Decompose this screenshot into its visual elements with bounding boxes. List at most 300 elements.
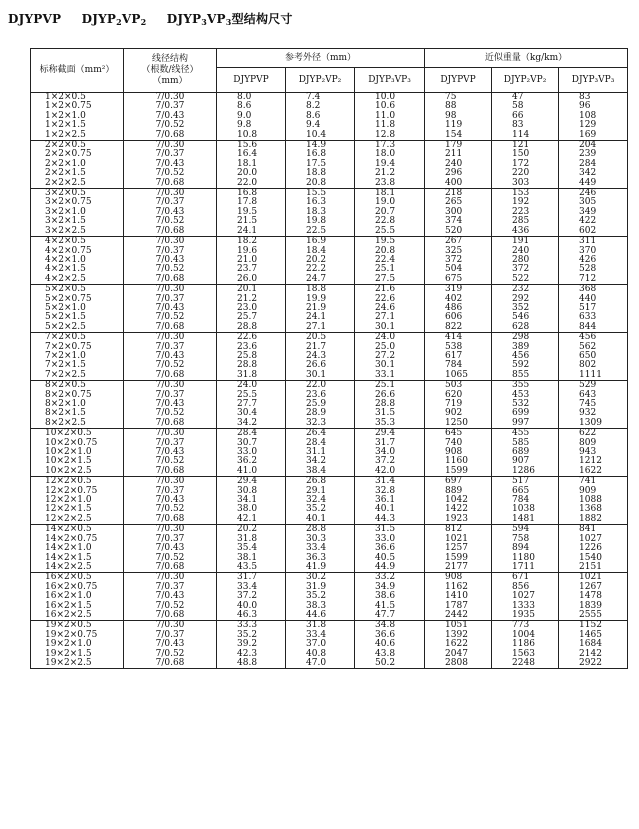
od-djyp3vp3-cell: 25.1 (355, 265, 425, 274)
wt-djyp3vp3-cell: 650 (559, 352, 628, 361)
conductor-cell: 7/0.37 (124, 487, 217, 496)
table-row (31, 448, 628, 457)
wt-djyp2vp2-cell: 352 (492, 304, 559, 313)
table-row (31, 352, 628, 361)
conductor-cell: 7/0.68 (124, 467, 217, 477)
od-djyp2vp2-cell: 27.1 (286, 323, 355, 333)
wt-djypvp-cell: 538 (425, 343, 492, 352)
wt-djyp3vp3-cell: 741 (559, 477, 628, 487)
wt-djyp3vp3-cell: 426 (559, 256, 628, 265)
wt-djyp2vp2-cell: 389 (492, 343, 559, 352)
od-djyp3vp3-cell: 20.8 (355, 247, 425, 256)
conductor-cell: 7/0.52 (124, 505, 217, 514)
conductor-cell: 7/0.52 (124, 121, 217, 130)
od-djyp3vp3-cell: 38.6 (355, 592, 425, 601)
wt-djypvp-cell: 908 (425, 573, 492, 583)
spec-cell: 2×2×0.5 (31, 141, 124, 151)
od-djyp3vp3-cell: 29.4 (355, 429, 425, 439)
wt-djyp3vp3-cell: 2151 (559, 563, 628, 573)
wt-djyp3vp3-cell: 809 (559, 439, 628, 448)
od-djyp2vp2-cell: 40.1 (286, 515, 355, 525)
wt-djyp3vp3-cell: 370 (559, 247, 628, 256)
wt-djyp3vp3-cell: 562 (559, 343, 628, 352)
table-row (31, 419, 628, 429)
wt-djypvp-cell: 784 (425, 361, 492, 370)
od-djyp3vp3-cell: 19.0 (355, 198, 425, 207)
od-djyp3vp3-cell: 17.3 (355, 141, 425, 151)
wt-djypvp-cell: 1051 (425, 621, 492, 631)
wt-djyp3vp3-cell: 1540 (559, 554, 628, 563)
wt-djypvp-cell: 1257 (425, 544, 492, 553)
od-djypvp-cell: 18.1 (217, 160, 286, 169)
od-djyp2vp2-cell: 38.3 (286, 602, 355, 611)
wt-djypvp-cell: 267 (425, 237, 492, 247)
table-row (31, 208, 628, 217)
wt-djyp2vp2-cell: 1711 (492, 563, 559, 573)
wt-djypvp-cell: 520 (425, 227, 492, 237)
wt-djypvp-cell: 240 (425, 160, 492, 169)
wt-djyp2vp2-cell: 192 (492, 198, 559, 207)
table-row (31, 343, 628, 352)
wt-djyp3vp3-cell: 440 (559, 295, 628, 304)
od-djypvp-cell: 8.0 (217, 93, 286, 103)
spec-cell: 12×2×0.75 (31, 487, 124, 496)
wt-djyp2vp2-cell: 47 (492, 93, 559, 103)
spec-cell: 10×2×2.5 (31, 467, 124, 477)
table-row (31, 457, 628, 466)
od-djyp3vp3-cell: 10.0 (355, 93, 425, 103)
od-djyp3vp3-cell: 27.2 (355, 352, 425, 361)
wt-djypvp-cell: 719 (425, 400, 492, 409)
wt-djyp3vp3-cell: 1684 (559, 640, 628, 649)
conductor-cell: 7/0.43 (124, 208, 217, 217)
od-djyp2vp2-cell: 30.2 (286, 573, 355, 583)
spec-cell: 14×2×1.0 (31, 544, 124, 553)
od-djyp2vp2-cell: 20.5 (286, 333, 355, 343)
od-djyp2vp2-cell: 24.1 (286, 313, 355, 322)
od-djyp3vp3-cell: 24.6 (355, 304, 425, 313)
conductor-cell: 7/0.37 (124, 583, 217, 592)
table-row (31, 496, 628, 505)
wt-djypvp-cell: 88 (425, 102, 492, 111)
table-row (31, 256, 628, 265)
conductor-cell: 7/0.68 (124, 227, 217, 237)
od-djypvp-cell: 25.8 (217, 352, 286, 361)
wt-djyp2vp2-cell: 585 (492, 439, 559, 448)
wt-djypvp-cell: 902 (425, 409, 492, 418)
table-row (31, 361, 628, 370)
table-row (31, 121, 628, 130)
wt-djyp2vp2-cell: 689 (492, 448, 559, 457)
od-djyp2vp2-cell: 38.4 (286, 467, 355, 477)
spec-cell: 1×2×1.5 (31, 121, 124, 130)
od-djyp2vp2-cell: 19.9 (286, 295, 355, 304)
conductor-cell: 7/0.52 (124, 265, 217, 274)
wt-djyp3vp3-cell: 1152 (559, 621, 628, 631)
wt-djypvp-cell: 606 (425, 313, 492, 322)
conductor-cell: 7/0.30 (124, 381, 217, 391)
od-djyp2vp2-cell: 35.2 (286, 592, 355, 601)
table-row (31, 102, 628, 111)
wt-djyp2vp2-cell: 855 (492, 371, 559, 381)
od-djypvp-cell: 20.2 (217, 525, 286, 535)
table-row (31, 217, 628, 226)
table-row (31, 515, 628, 525)
od-djyp2vp2-cell: 40.8 (286, 650, 355, 659)
od-djyp3vp3-cell: 40.5 (355, 554, 425, 563)
table-row (31, 112, 628, 121)
od-djyp2vp2-cell: 32.4 (286, 496, 355, 505)
wt-djyp3vp3-cell: 2922 (559, 659, 628, 669)
wt-djyp2vp2-cell: 280 (492, 256, 559, 265)
wt-djyp2vp2-cell: 1186 (492, 640, 559, 649)
wt-djyp3vp3-cell: 456 (559, 333, 628, 343)
wt-djyp3vp3-cell: 1309 (559, 419, 628, 429)
conductor-cell: 7/0.37 (124, 102, 217, 111)
table-row (31, 650, 628, 659)
od-djyp2vp2-cell: 23.6 (286, 391, 355, 400)
od-djypvp-cell: 33.0 (217, 448, 286, 457)
od-djyp3vp3-cell: 34.8 (355, 621, 425, 631)
spec-cell: 3×2×1.5 (31, 217, 124, 226)
conductor-cell: 7/0.68 (124, 563, 217, 573)
od-djyp3vp3-cell: 12.8 (355, 131, 425, 141)
od-djyp2vp2-cell: 21.9 (286, 304, 355, 313)
od-djyp3vp3-cell: 34.0 (355, 448, 425, 457)
conductor-cell: 7/0.68 (124, 419, 217, 429)
od-djyp3vp3-cell: 22.8 (355, 217, 425, 226)
od-djypvp-cell: 23.0 (217, 304, 286, 313)
od-djyp3vp3-cell: 31.5 (355, 525, 425, 535)
conductor-cell: 7/0.52 (124, 409, 217, 418)
wt-djyp2vp2-cell: 1333 (492, 602, 559, 611)
od-djyp2vp2-cell: 9.4 (286, 121, 355, 130)
od-djypvp-cell: 31.8 (217, 535, 286, 544)
wt-djypvp-cell: 2442 (425, 611, 492, 621)
wt-djypvp-cell: 1160 (425, 457, 492, 466)
od-djyp2vp2-cell: 33.4 (286, 631, 355, 640)
od-djypvp-cell: 39.2 (217, 640, 286, 649)
wt-djyp2vp2-cell: 997 (492, 419, 559, 429)
wt-djypvp-cell: 675 (425, 275, 492, 285)
spec-cell: 3×2×0.5 (31, 189, 124, 199)
wt-djyp2vp2-cell: 232 (492, 285, 559, 295)
od-djypvp-cell: 30.8 (217, 487, 286, 496)
od-djypvp-cell: 43.5 (217, 563, 286, 573)
od-djyp3vp3-cell: 36.6 (355, 631, 425, 640)
dimension-table-container (30, 48, 627, 669)
table-row (31, 583, 628, 592)
od-djyp3vp3-cell: 47.7 (355, 611, 425, 621)
conductor-cell: 7/0.43 (124, 544, 217, 553)
wt-djypvp-cell: 697 (425, 477, 492, 487)
wt-djyp2vp2-cell: 1563 (492, 650, 559, 659)
conductor-cell: 7/0.37 (124, 343, 217, 352)
wt-djyp2vp2-cell: 907 (492, 457, 559, 466)
conductor-cell: 7/0.30 (124, 525, 217, 535)
wt-djyp3vp3-cell: 204 (559, 141, 628, 151)
od-djyp2vp2-cell: 31.8 (286, 621, 355, 631)
table-row (31, 141, 628, 151)
od-djyp2vp2-cell: 35.2 (286, 505, 355, 514)
dimension-table (30, 48, 628, 669)
wt-djyp3vp3-cell: 802 (559, 361, 628, 370)
od-djypvp-cell: 19.6 (217, 247, 286, 256)
wt-djyp3vp3-cell: 1111 (559, 371, 628, 381)
conductor-cell: 7/0.52 (124, 650, 217, 659)
table-body (31, 93, 628, 669)
spec-cell: 2×2×1.5 (31, 169, 124, 178)
wt-djyp3vp3-cell: 349 (559, 208, 628, 217)
table-row (31, 179, 628, 189)
wt-djyp2vp2-cell: 665 (492, 487, 559, 496)
od-djypvp-cell: 20.1 (217, 285, 286, 295)
conductor-cell: 7/0.52 (124, 554, 217, 563)
wt-djypvp-cell: 218 (425, 189, 492, 199)
conductor-cell: 7/0.30 (124, 285, 217, 295)
wt-djyp2vp2-cell: 372 (492, 265, 559, 274)
wt-djyp3vp3-cell: 2555 (559, 611, 628, 621)
spec-cell: 7×2×2.5 (31, 371, 124, 381)
wt-djypvp-cell: 265 (425, 198, 492, 207)
wt-djyp3vp3-cell: 305 (559, 198, 628, 207)
wt-djyp2vp2-cell: 671 (492, 573, 559, 583)
table-row (31, 150, 628, 159)
od-djyp2vp2-cell: 22.5 (286, 227, 355, 237)
header-weight: 近似重量（kg/km） (425, 49, 628, 68)
od-djypvp-cell: 16.8 (217, 189, 286, 199)
od-djypvp-cell: 18.2 (217, 237, 286, 247)
od-djyp2vp2-cell: 32.3 (286, 419, 355, 429)
table-row (31, 573, 628, 583)
table-row (31, 602, 628, 611)
od-djyp3vp3-cell: 25.1 (355, 381, 425, 391)
od-djypvp-cell: 19.5 (217, 208, 286, 217)
table-row (31, 295, 628, 304)
wt-djyp3vp3-cell: 1226 (559, 544, 628, 553)
wt-djypvp-cell: 1065 (425, 371, 492, 381)
od-djyp2vp2-cell: 16.9 (286, 237, 355, 247)
od-djyp3vp3-cell: 21.6 (355, 285, 425, 295)
od-djyp2vp2-cell: 29.1 (286, 487, 355, 496)
od-djyp3vp3-cell: 11.8 (355, 121, 425, 130)
wt-djypvp-cell: 620 (425, 391, 492, 400)
od-djypvp-cell: 33.4 (217, 583, 286, 592)
conductor-cell: 7/0.43 (124, 496, 217, 505)
spec-cell: 8×2×1.5 (31, 409, 124, 418)
wt-djyp3vp3-cell: 1882 (559, 515, 628, 525)
table-row (31, 544, 628, 553)
wt-djyp3vp3-cell: 2142 (559, 650, 628, 659)
wt-djyp3vp3-cell: 1088 (559, 496, 628, 505)
conductor-cell: 7/0.37 (124, 295, 217, 304)
header-wt-djypvp: DJYPVP (425, 68, 492, 93)
od-djypvp-cell: 21.2 (217, 295, 286, 304)
spec-cell: 5×2×2.5 (31, 323, 124, 333)
wt-djyp3vp3-cell: 633 (559, 313, 628, 322)
wt-djyp2vp2-cell: 628 (492, 323, 559, 333)
od-djypvp-cell: 17.8 (217, 198, 286, 207)
wt-djyp3vp3-cell: 1368 (559, 505, 628, 514)
spec-cell: 2×2×1.0 (31, 160, 124, 169)
od-djyp2vp2-cell: 37.0 (286, 640, 355, 649)
od-djyp2vp2-cell: 8.2 (286, 102, 355, 111)
od-djyp3vp3-cell: 23.8 (355, 179, 425, 189)
od-djypvp-cell: 31.8 (217, 371, 286, 381)
wt-djyp3vp3-cell: 1839 (559, 602, 628, 611)
wt-djypvp-cell: 98 (425, 112, 492, 121)
od-djypvp-cell: 38.1 (217, 554, 286, 563)
wt-djypvp-cell: 414 (425, 333, 492, 343)
table-row (31, 535, 628, 544)
od-djypvp-cell: 35.4 (217, 544, 286, 553)
wt-djypvp-cell: 1622 (425, 640, 492, 649)
spec-cell: 4×2×0.75 (31, 247, 124, 256)
spec-cell: 1×2×0.5 (31, 93, 124, 103)
spec-cell: 12×2×1.5 (31, 505, 124, 514)
od-djyp3vp3-cell: 18.0 (355, 150, 425, 159)
spec-cell: 14×2×0.5 (31, 525, 124, 535)
od-djypvp-cell: 29.4 (217, 477, 286, 487)
spec-cell: 10×2×1.0 (31, 448, 124, 457)
od-djypvp-cell: 38.0 (217, 505, 286, 514)
wt-djyp3vp3-cell: 1478 (559, 592, 628, 601)
conductor-cell: 7/0.37 (124, 535, 217, 544)
spec-cell: 8×2×0.75 (31, 391, 124, 400)
table-row (31, 247, 628, 256)
wt-djypvp-cell: 812 (425, 525, 492, 535)
od-djyp3vp3-cell: 50.2 (355, 659, 425, 669)
wt-djypvp-cell: 154 (425, 131, 492, 141)
wt-djyp3vp3-cell: 1465 (559, 631, 628, 640)
wt-djypvp-cell: 1923 (425, 515, 492, 525)
conductor-cell: 7/0.43 (124, 160, 217, 169)
header-od-djyp3vp3: DJYP₃VP₃ (355, 68, 425, 93)
spec-cell: 8×2×0.5 (31, 381, 124, 391)
conductor-cell: 7/0.43 (124, 400, 217, 409)
wt-djypvp-cell: 645 (425, 429, 492, 439)
conductor-cell: 7/0.43 (124, 592, 217, 601)
wt-djyp3vp3-cell: 844 (559, 323, 628, 333)
wt-djyp2vp2-cell: 894 (492, 544, 559, 553)
table-row (31, 439, 628, 448)
od-djyp2vp2-cell: 28.4 (286, 439, 355, 448)
od-djyp2vp2-cell: 19.8 (286, 217, 355, 226)
wt-djypvp-cell: 296 (425, 169, 492, 178)
table-row (31, 198, 628, 207)
table-row (31, 323, 628, 333)
table-row (31, 333, 628, 343)
od-djypvp-cell: 8.6 (217, 102, 286, 111)
conductor-cell: 7/0.52 (124, 169, 217, 178)
table-row (31, 505, 628, 514)
spec-cell: 2×2×0.75 (31, 150, 124, 159)
table-row (31, 429, 628, 439)
od-djypvp-cell: 21.5 (217, 217, 286, 226)
od-djyp2vp2-cell: 26.6 (286, 361, 355, 370)
wt-djyp2vp2-cell: 436 (492, 227, 559, 237)
conductor-cell: 7/0.30 (124, 573, 217, 583)
od-djypvp-cell: 25.7 (217, 313, 286, 322)
od-djypvp-cell: 36.2 (217, 457, 286, 466)
conductor-cell: 7/0.37 (124, 439, 217, 448)
wt-djyp3vp3-cell: 1027 (559, 535, 628, 544)
od-djyp2vp2-cell: 8.6 (286, 112, 355, 121)
wt-djypvp-cell: 374 (425, 217, 492, 226)
wt-djypvp-cell: 1250 (425, 419, 492, 429)
wt-djyp2vp2-cell: 1481 (492, 515, 559, 525)
conductor-cell: 7/0.30 (124, 429, 217, 439)
conductor-cell: 7/0.43 (124, 304, 217, 313)
spec-cell: 10×2×1.5 (31, 457, 124, 466)
od-djypvp-cell: 37.2 (217, 592, 286, 601)
od-djypvp-cell: 9.8 (217, 121, 286, 130)
wt-djyp2vp2-cell: 191 (492, 237, 559, 247)
wt-djyp2vp2-cell: 758 (492, 535, 559, 544)
conductor-cell: 7/0.52 (124, 217, 217, 226)
wt-djyp3vp3-cell: 284 (559, 160, 628, 169)
od-djypvp-cell: 31.7 (217, 573, 286, 583)
od-djyp3vp3-cell: 44.9 (355, 563, 425, 573)
table-row (31, 275, 628, 285)
wt-djyp2vp2-cell: 522 (492, 275, 559, 285)
wt-djypvp-cell: 504 (425, 265, 492, 274)
wt-djyp2vp2-cell: 784 (492, 496, 559, 505)
wt-djyp2vp2-cell: 223 (492, 208, 559, 217)
od-djypvp-cell: 42.1 (217, 515, 286, 525)
table-row (31, 563, 628, 573)
od-djyp2vp2-cell: 41.9 (286, 563, 355, 573)
table-row (31, 304, 628, 313)
spec-cell: 19×2×0.5 (31, 621, 124, 631)
wt-djypvp-cell: 1021 (425, 535, 492, 544)
wt-djyp2vp2-cell: 220 (492, 169, 559, 178)
wt-djyp2vp2-cell: 153 (492, 189, 559, 199)
od-djyp3vp3-cell: 22.4 (355, 256, 425, 265)
wt-djypvp-cell: 2808 (425, 659, 492, 669)
table-row (31, 237, 628, 247)
table-row (31, 227, 628, 237)
od-djyp2vp2-cell: 31.1 (286, 448, 355, 457)
header-outer-diameter: 参考外径（mm） (217, 49, 425, 68)
conductor-cell: 7/0.68 (124, 131, 217, 141)
wt-djyp2vp2-cell: 699 (492, 409, 559, 418)
wt-djyp3vp3-cell: 129 (559, 121, 628, 130)
wt-djyp3vp3-cell: 528 (559, 265, 628, 274)
spec-cell: 16×2×1.0 (31, 592, 124, 601)
wt-djypvp-cell: 325 (425, 247, 492, 256)
od-djyp2vp2-cell: 18.4 (286, 247, 355, 256)
spec-cell: 19×2×1.5 (31, 650, 124, 659)
table-row (31, 400, 628, 409)
od-djypvp-cell: 23.6 (217, 343, 286, 352)
wt-djyp2vp2-cell: 172 (492, 160, 559, 169)
od-djyp3vp3-cell: 19.4 (355, 160, 425, 169)
od-djyp3vp3-cell: 31.4 (355, 477, 425, 487)
od-djyp2vp2-cell: 36.3 (286, 554, 355, 563)
od-djypvp-cell: 26.0 (217, 275, 286, 285)
od-djypvp-cell: 28.4 (217, 429, 286, 439)
wt-djypvp-cell: 400 (425, 179, 492, 189)
wt-djypvp-cell: 119 (425, 121, 492, 130)
table-row (31, 409, 628, 418)
od-djypvp-cell: 42.3 (217, 650, 286, 659)
od-djypvp-cell: 34.2 (217, 419, 286, 429)
od-djyp3vp3-cell: 27.5 (355, 275, 425, 285)
conductor-cell: 7/0.43 (124, 256, 217, 265)
od-djyp2vp2-cell: 34.2 (286, 457, 355, 466)
wt-djyp3vp3-cell: 1267 (559, 583, 628, 592)
